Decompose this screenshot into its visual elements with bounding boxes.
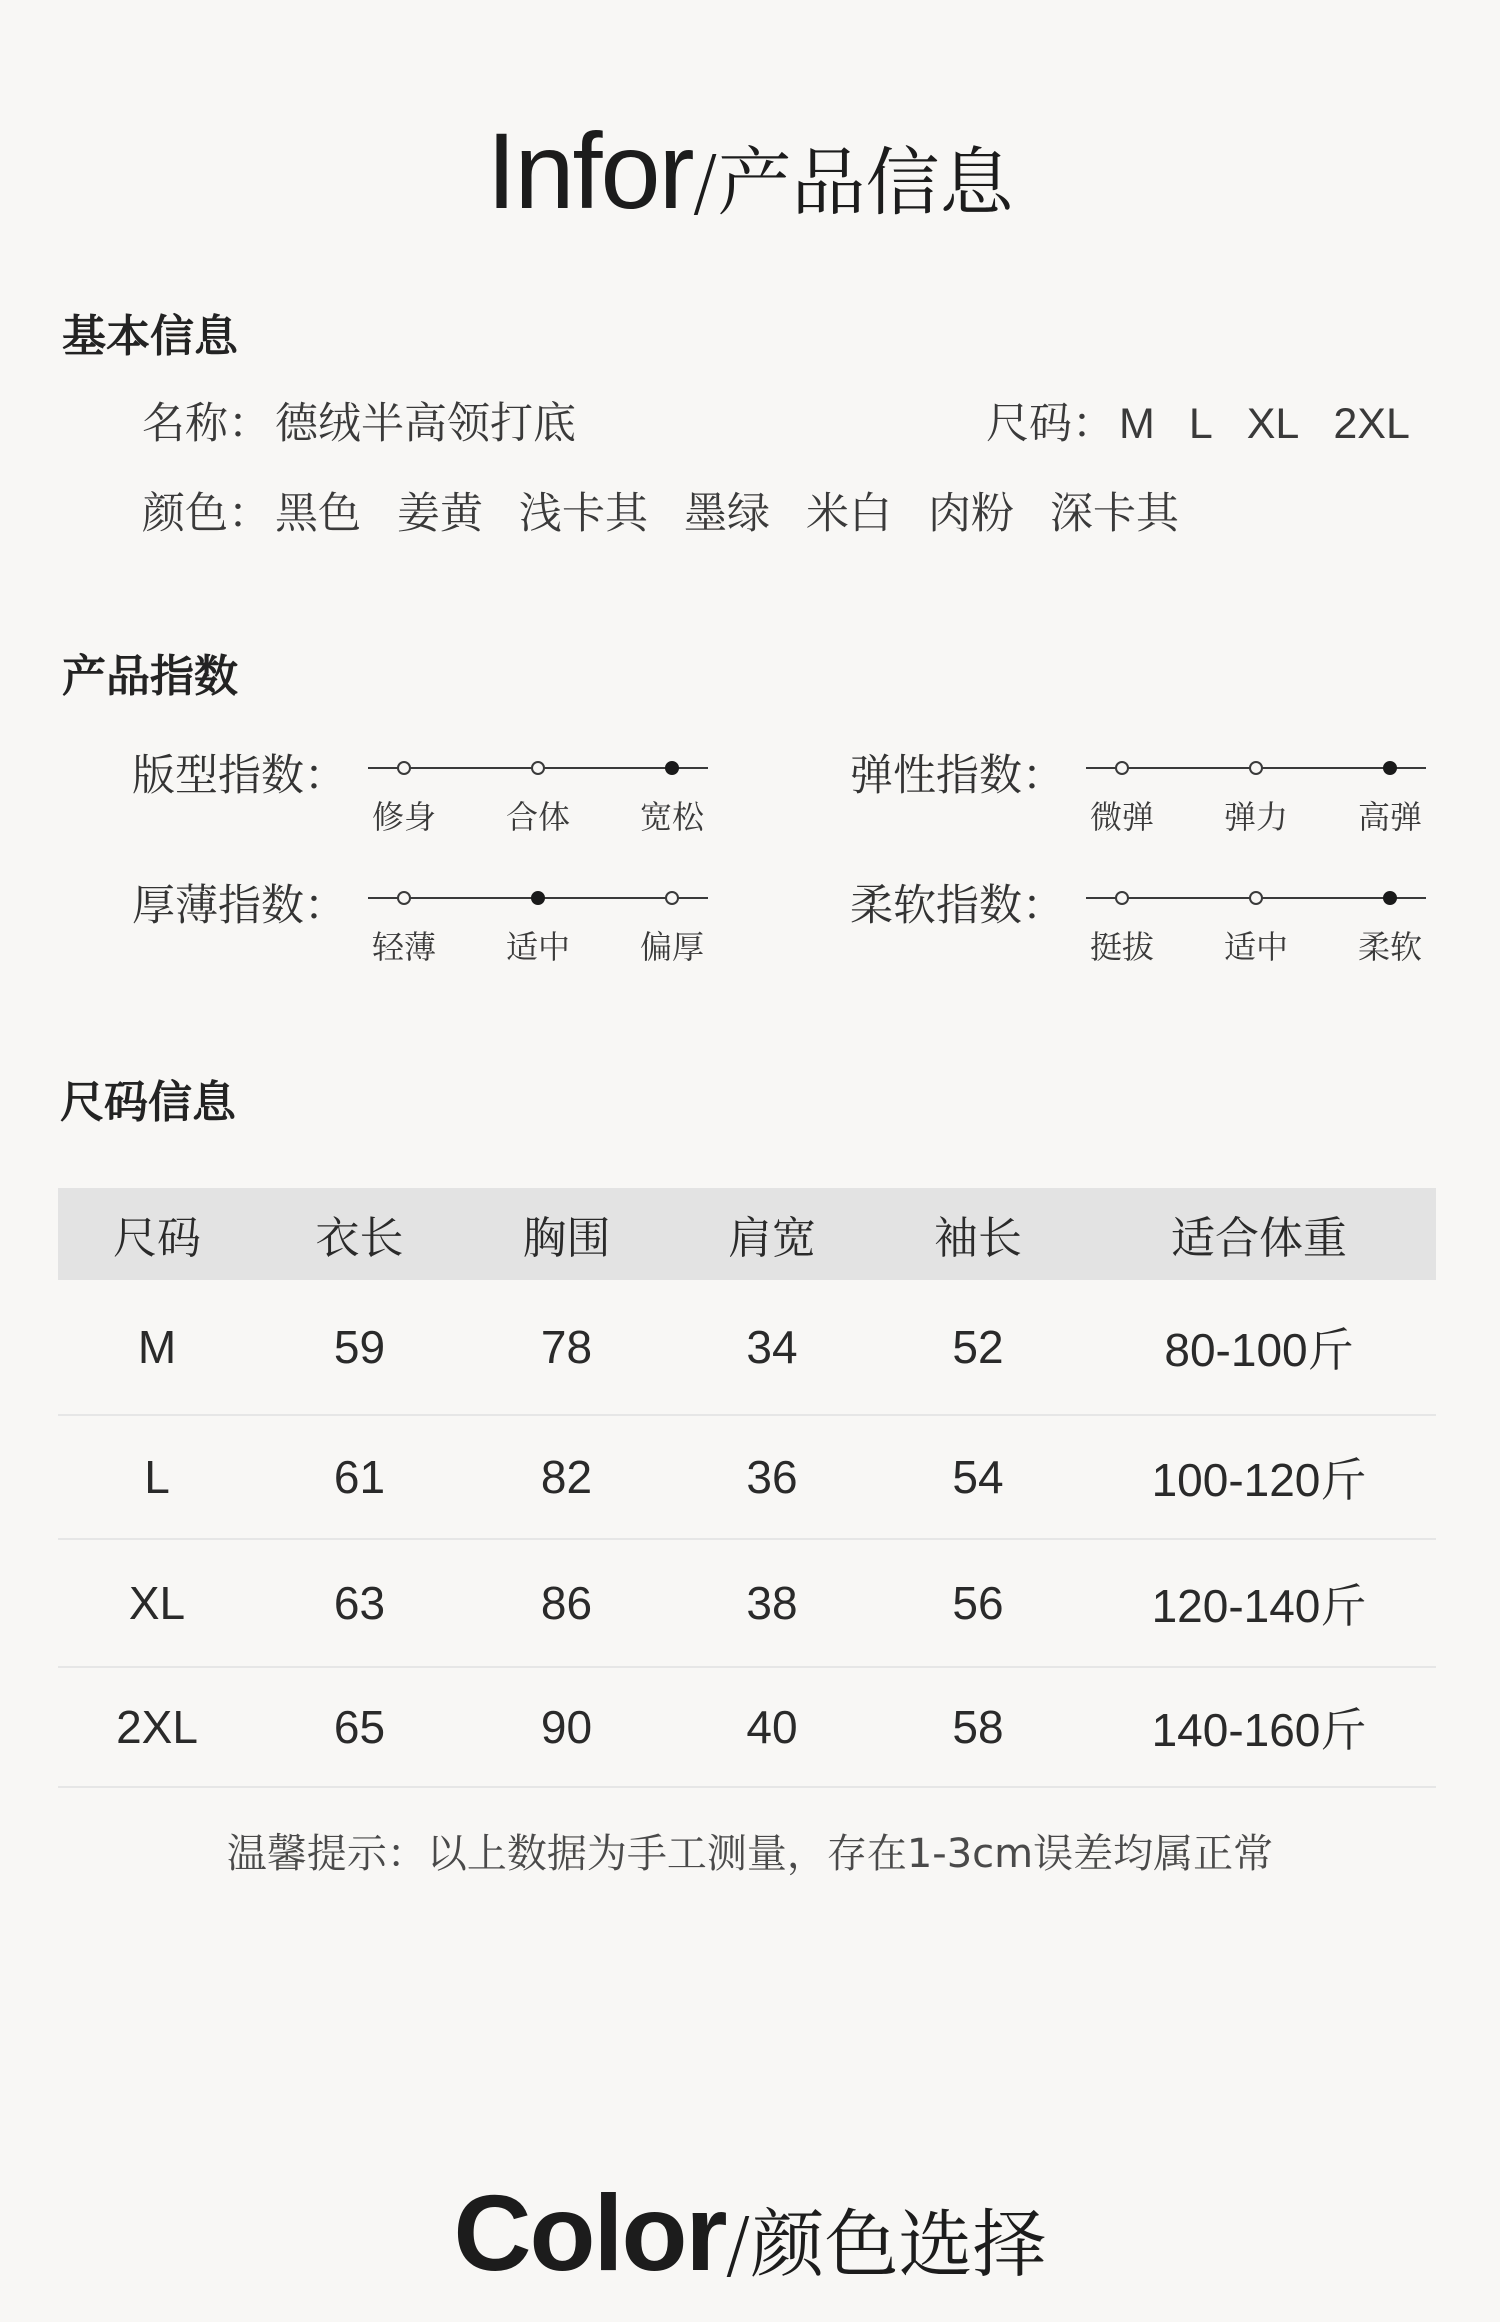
table-header: 袖长 xyxy=(874,1188,1082,1280)
scale-dot xyxy=(1115,891,1129,905)
table-cell: 58 xyxy=(952,1701,1004,1753)
color-item: 米白 xyxy=(806,489,892,539)
color-item: 肉粉 xyxy=(928,489,1014,539)
color-title-en: Color xyxy=(453,2172,726,2293)
table-cell: 78 xyxy=(540,1321,593,1373)
table-cell: 140-160斤 xyxy=(1151,1704,1367,1756)
scale-dot xyxy=(1249,891,1263,905)
thickness-index xyxy=(132,872,722,992)
table-header-row xyxy=(58,1188,1436,1280)
scale-dot-selected xyxy=(1383,891,1397,905)
scale-option-label: 弹力 xyxy=(1223,798,1289,836)
scale-option-label: 微弹 xyxy=(1089,798,1155,836)
scale-option-label: 柔软 xyxy=(1357,928,1423,966)
table-header: 衣长 xyxy=(256,1188,463,1280)
scale-dot-selected xyxy=(665,761,679,775)
scale-option-label: 合体 xyxy=(505,798,571,836)
size-item: L xyxy=(1188,400,1213,448)
table-cell: M xyxy=(137,1321,177,1373)
table-row xyxy=(58,1415,1436,1539)
table-cell: 90 xyxy=(540,1701,593,1753)
color-label: 颜色： xyxy=(142,489,271,539)
table-cell: 86 xyxy=(540,1577,593,1629)
table-row xyxy=(58,1280,1436,1415)
size-item: M xyxy=(1119,400,1155,448)
table-cell: 38 xyxy=(746,1577,798,1629)
table-cell: 65 xyxy=(333,1701,386,1753)
color-title-cn: /颜色选择 xyxy=(725,2202,1047,2288)
color-title xyxy=(0,2170,1500,2295)
size-row xyxy=(986,390,1410,451)
scale-option-label: 高弹 xyxy=(1357,798,1423,836)
scale-dot xyxy=(397,891,411,905)
scale-dot xyxy=(397,761,411,775)
table-cell: 52 xyxy=(952,1321,1004,1373)
color-row xyxy=(142,480,1179,541)
table-cell: 2XL xyxy=(116,1701,198,1753)
table-cell: L xyxy=(144,1451,170,1503)
size-item: XL xyxy=(1246,400,1300,448)
scale-dot xyxy=(1249,761,1263,775)
table-cell: 120-140斤 xyxy=(1151,1580,1367,1632)
color-item: 黑色 xyxy=(275,489,361,539)
table-row xyxy=(58,1667,1436,1787)
table-cell: 100-120斤 xyxy=(1151,1454,1367,1506)
table-cell: 63 xyxy=(333,1577,386,1629)
scale-dot-selected xyxy=(531,891,545,905)
name-value: 德绒半高领打底 xyxy=(275,399,576,449)
infor-title-cn: /产品信息 xyxy=(692,140,1014,226)
thickness-index-scale xyxy=(368,872,708,992)
color-item: 深卡其 xyxy=(1050,489,1179,539)
infor-title-en: Infor xyxy=(486,110,693,231)
size-item: 2XL xyxy=(1333,400,1410,448)
size-table xyxy=(58,1188,1436,1788)
softness-index-scale xyxy=(1086,872,1426,992)
name-row xyxy=(142,390,576,451)
softness-index xyxy=(850,872,1440,992)
table-cell: 59 xyxy=(333,1321,386,1373)
scale-option-label: 宽松 xyxy=(639,798,705,836)
scale-dot-selected xyxy=(1383,761,1397,775)
infor-title xyxy=(0,108,1500,233)
table-cell: 54 xyxy=(952,1451,1004,1503)
color-item: 墨绿 xyxy=(684,489,770,539)
table-cell: 82 xyxy=(540,1451,593,1503)
scale-option-label: 轻薄 xyxy=(371,928,437,966)
scale-option-label: 挺拔 xyxy=(1089,928,1155,966)
scale-option-label: 适中 xyxy=(505,928,571,966)
basic-info-heading: 基本信息 xyxy=(62,311,238,362)
size-label: 尺码： xyxy=(986,399,1115,449)
table-header: 胸围 xyxy=(463,1188,670,1280)
scale-option-label: 偏厚 xyxy=(639,928,705,966)
elasticity-index-label: 弹性指数： xyxy=(850,751,1065,801)
product-index-heading: 产品指数 xyxy=(62,651,238,702)
fit-index-scale xyxy=(368,742,708,862)
scale-dot xyxy=(1115,761,1129,775)
table-cell: 34 xyxy=(746,1321,798,1373)
size-info-heading: 尺码信息 xyxy=(60,1077,236,1128)
table-header: 肩宽 xyxy=(670,1188,874,1280)
table-cell: 80-100斤 xyxy=(1164,1324,1354,1376)
fit-index xyxy=(132,742,722,862)
color-item: 姜黄 xyxy=(397,489,483,539)
scale-option-label: 修身 xyxy=(371,798,437,836)
softness-index-label: 柔软指数： xyxy=(850,881,1065,931)
table-header: 适合体重 xyxy=(1082,1188,1436,1280)
elasticity-index xyxy=(850,742,1440,862)
table-cell: 40 xyxy=(746,1701,798,1753)
table-row xyxy=(58,1539,1436,1667)
table-header: 尺码 xyxy=(58,1188,256,1280)
table-cell: 61 xyxy=(333,1451,386,1503)
table-cell: 36 xyxy=(746,1451,798,1503)
scale-option-label: 适中 xyxy=(1223,928,1289,966)
measurement-tip: 温馨提示：以上数据为手工测量，存在1-3cm误差均属正常 xyxy=(226,1831,1274,1877)
name-label: 名称： xyxy=(142,399,271,449)
table-cell: XL xyxy=(128,1577,186,1629)
thickness-index-label: 厚薄指数： xyxy=(132,881,347,931)
scale-dot xyxy=(531,761,545,775)
scale-dot xyxy=(665,891,679,905)
elasticity-index-scale xyxy=(1086,742,1426,862)
color-item: 浅卡其 xyxy=(519,489,648,539)
table-cell: 56 xyxy=(952,1577,1004,1629)
fit-index-label: 版型指数： xyxy=(132,751,347,801)
